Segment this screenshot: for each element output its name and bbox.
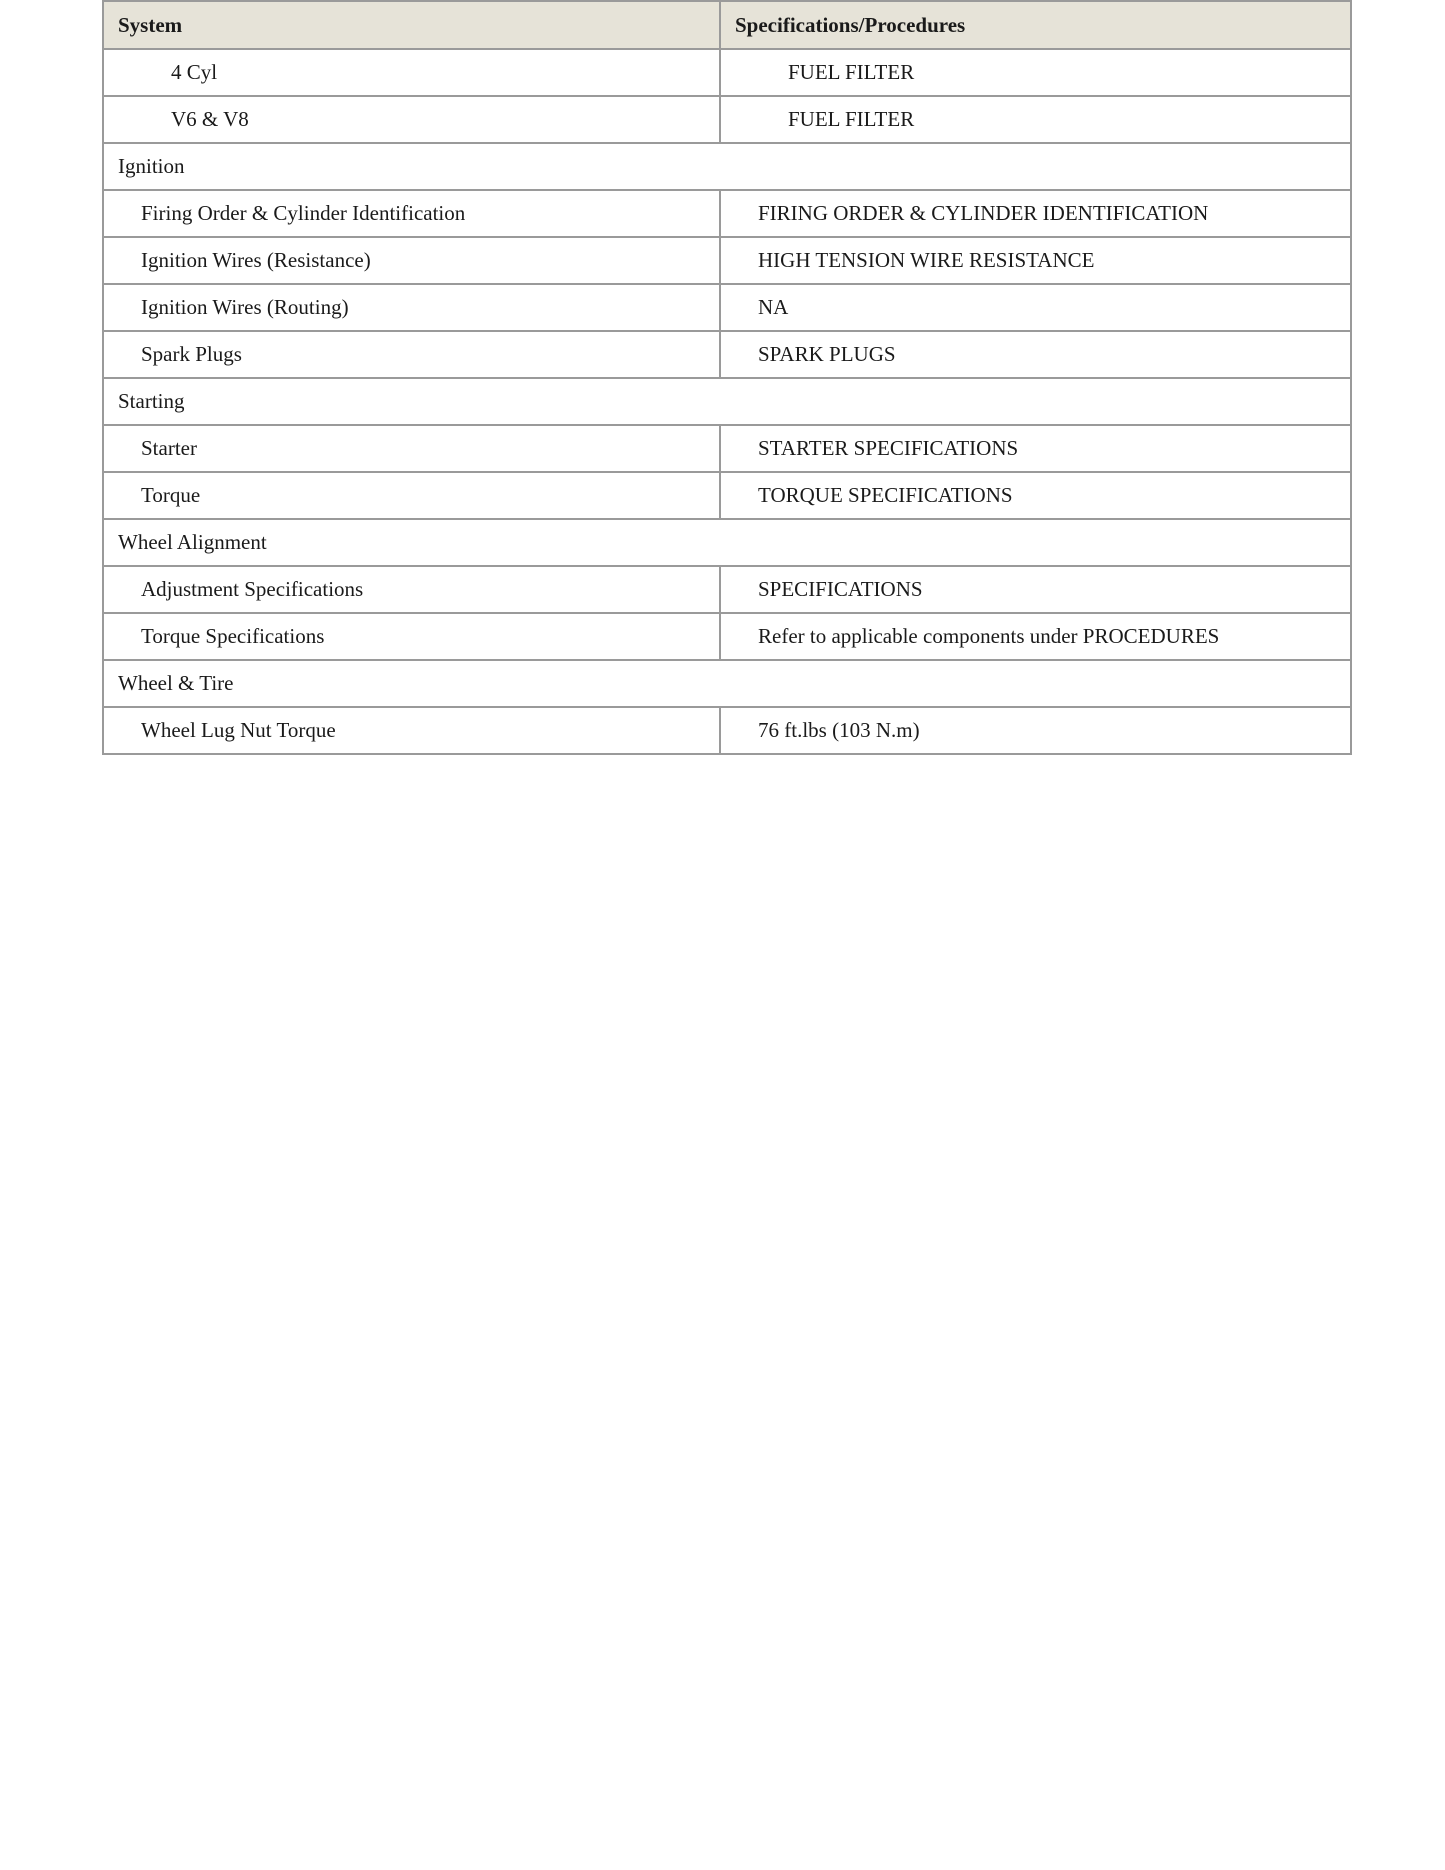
spec-cell: SPECIFICATIONS <box>720 566 1351 613</box>
section-label: Ignition <box>103 143 1351 190</box>
header-specs: Specifications/Procedures <box>720 1 1351 49</box>
section-row <box>103 660 1351 707</box>
section-label: Starting <box>103 378 1351 425</box>
spec-cell: NA <box>720 284 1351 331</box>
system-cell: Ignition Wires (Routing) <box>103 284 720 331</box>
section-row <box>103 378 1351 425</box>
table-row <box>103 472 1351 519</box>
system-cell: Wheel Lug Nut Torque <box>103 707 720 754</box>
table-row <box>103 707 1351 754</box>
spec-cell: FUEL FILTER <box>720 49 1351 96</box>
system-cell: Ignition Wires (Resistance) <box>103 237 720 284</box>
system-cell: Firing Order & Cylinder Identification <box>103 190 720 237</box>
spec-cell: HIGH TENSION WIRE RESISTANCE <box>720 237 1351 284</box>
table-row <box>103 237 1351 284</box>
section-row <box>103 519 1351 566</box>
header-row <box>103 1 1351 49</box>
spec-cell: FUEL FILTER <box>720 96 1351 143</box>
system-cell: Torque <box>103 472 720 519</box>
table-row <box>103 613 1351 660</box>
table-row <box>103 425 1351 472</box>
spec-cell: Refer to applicable components under PROCEDURES <box>720 613 1351 660</box>
table-row <box>103 96 1351 143</box>
system-cell: Adjustment Specifications <box>103 566 720 613</box>
system-cell: V6 & V8 <box>103 96 720 143</box>
section-label: Wheel Alignment <box>103 519 1351 566</box>
system-cell: Torque Specifications <box>103 613 720 660</box>
spec-cell: FIRING ORDER & CYLINDER IDENTIFICATION <box>720 190 1351 237</box>
spec-cell: 76 ft.lbs (103 N.m) <box>720 707 1351 754</box>
table-row <box>103 284 1351 331</box>
header-system: System <box>103 1 720 49</box>
spec-cell: SPARK PLUGS <box>720 331 1351 378</box>
section-label: Wheel & Tire <box>103 660 1351 707</box>
spec-cell: STARTER SPECIFICATIONS <box>720 425 1351 472</box>
spec-cell: TORQUE SPECIFICATIONS <box>720 472 1351 519</box>
system-cell: Starter <box>103 425 720 472</box>
table-row <box>103 566 1351 613</box>
table-row <box>103 49 1351 96</box>
table-header <box>103 1 1351 49</box>
table-body <box>103 49 1351 754</box>
section-row <box>103 143 1351 190</box>
system-cell: Spark Plugs <box>103 331 720 378</box>
spec-table <box>102 0 1352 755</box>
table-row <box>103 331 1351 378</box>
table-row <box>103 190 1351 237</box>
system-cell: 4 Cyl <box>103 49 720 96</box>
